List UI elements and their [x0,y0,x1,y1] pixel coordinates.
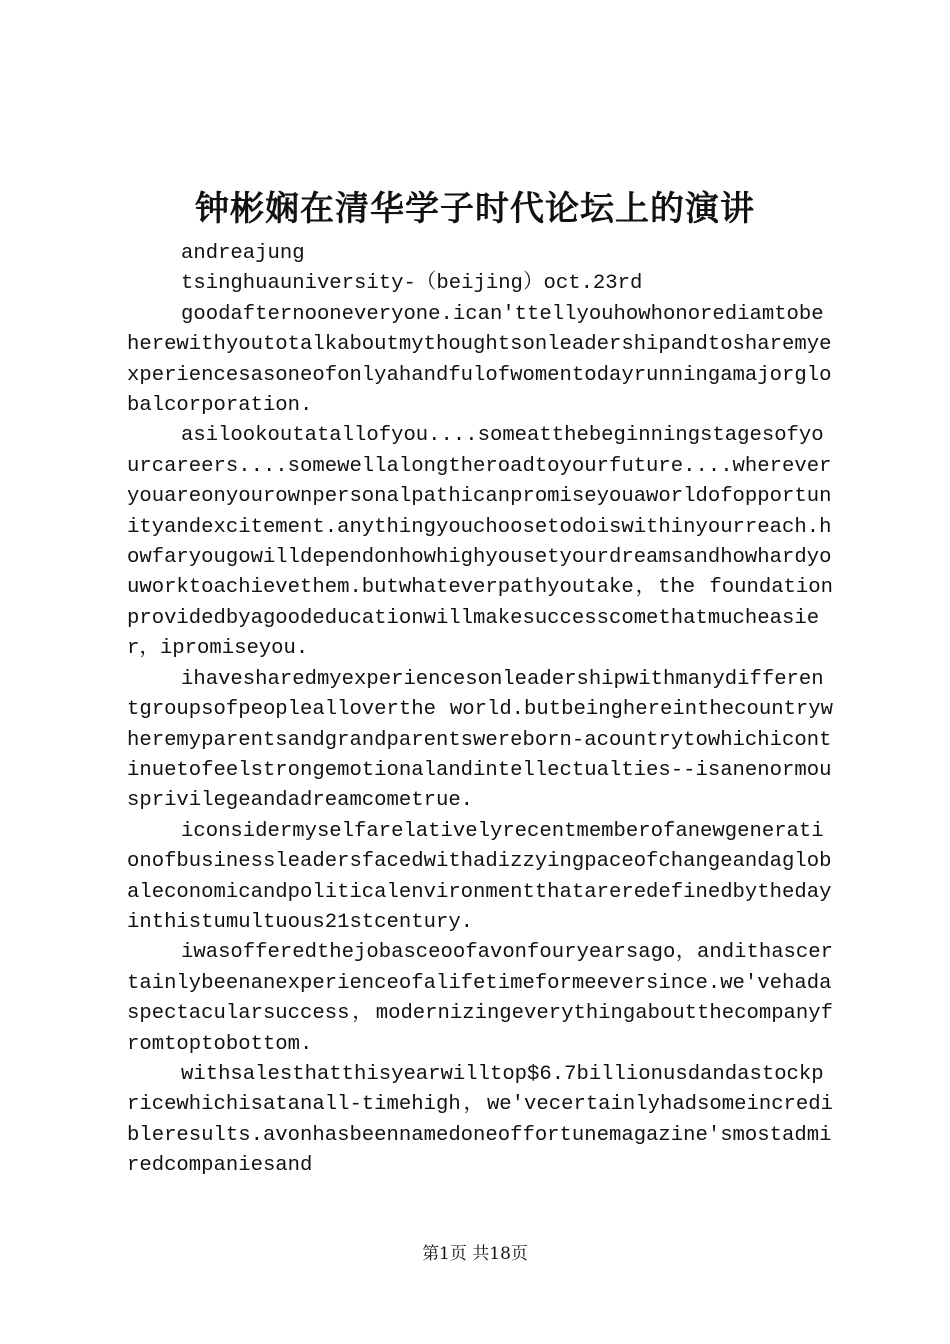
body-paragraph: goodafternooneveryone.ican'ttellyouhowhonorediamtobeherewithyoutotalkaboutmythoughtsonleadershipandtosharemyexperiencesasoneofonlyahandfulofwomentodayrunningamajorglobalcorporation. [127,302,832,418]
body-paragraph: iconsidermyselfarelativelyrecentmemberofanewgenerationofbusinessleadersfacedwithadizzyingpaceofchangeandaglobaleconomicandpoliticalenvironmentthatareredefinedbythedayinthistumultuous21stcentury. [127,819,832,934]
body-paragraph: asilookoutatallofyou....someatthebeginningstagesofyourcareers....somewellalongtheroadtoyourfuture....whereveryouareonyourownpersonalpathicanpromiseyouaworldofopportunityandexcitement.anythingyouchoosetodoiswithinyourreach.howfaryougowilldependonhowhighyousetyourdreamsandhowhardyouworktoachievethem.butwhateverpathyoutake，the foundationprovidedbyagoodeducationwillmakesuccesscomethatmucheasier，ipromiseyou. [127,424,833,661]
venue-date-line: tsinghuauniversity-（beijing）oct.23rd [181,272,643,296]
page-number-footer: 第1页 共18页 [422,1244,528,1264]
author-line: andreajung [181,242,305,265]
body-paragraph: ihavesharedmyexperiencesonleadershipwithmanydifferentgroupsofpeoplealloverthe world.butbeinghereinthecountrywheremyparentsandgrandparentswereborn-acountrytowhichicontinuetofeelstrongemotionalandintellectualties--isanenormousprivilegeandadreamcometrue. [127,667,833,813]
document-body [127,239,833,1182]
body-paragraph: iwasofferedthejobasceoofavonfouryearsago，andithascertainlybeenanexperienceofalifetimeformeeversince.we'vehadaspectacularsuccess，modernizingeverythingaboutthecompanyfromtoptobottom. [127,941,833,1056]
document-title: 钟彬娴在清华学子时代论坛上的演讲 [195,189,755,229]
body-paragraph: withsalesthatthisyearwilltop$6.7billionusdandastockpricewhichisatanall-timehigh，we'vecertainlyhadsomeincredibleresults.avonhasbeennamedoneoffortunemagazine'smostadmiredcompaniesand [127,1062,833,1178]
